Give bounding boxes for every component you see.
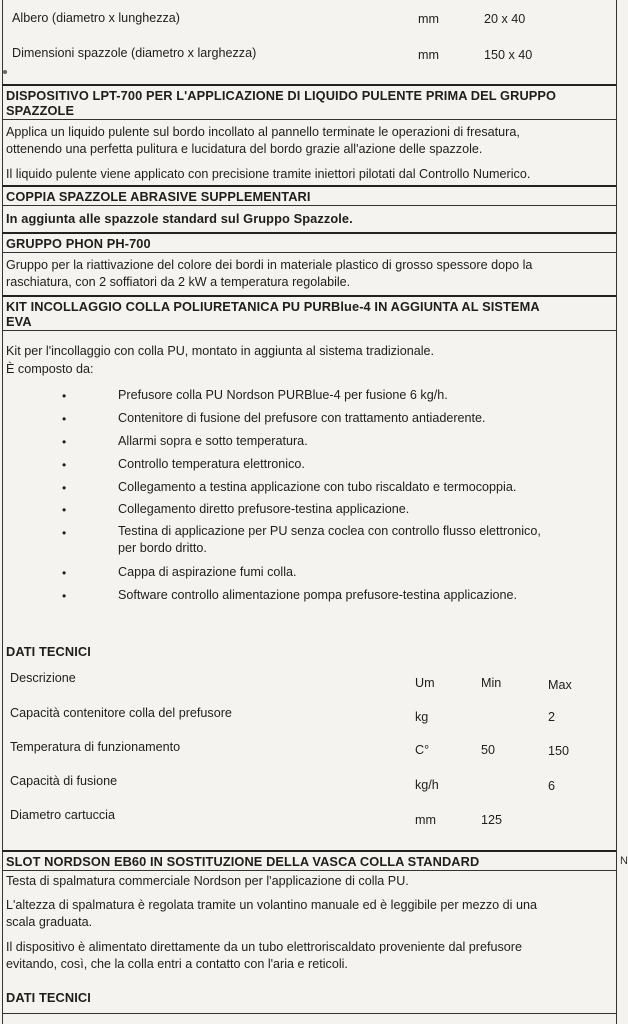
divider bbox=[2, 295, 616, 297]
divider bbox=[2, 119, 616, 120]
divider bbox=[2, 1013, 616, 1014]
table-cell-min: 50 bbox=[481, 743, 496, 757]
spec-unit-spazzole: mm bbox=[418, 48, 439, 62]
spec-unit-albero: mm bbox=[418, 12, 439, 26]
table-cell-um: mm bbox=[415, 813, 436, 827]
divider bbox=[2, 850, 616, 852]
spec-label-albero: Albero (diametro x lunghezza) bbox=[12, 11, 180, 25]
table-cell-min: 125 bbox=[481, 813, 503, 827]
spec-value-albero: 20 x 40 bbox=[484, 12, 526, 26]
table-cell-descr: Diametro cartuccia bbox=[10, 808, 115, 822]
section-title-spazzole: COPPIA SPAZZOLE ABRASIVE SUPPLEMENTARI bbox=[6, 189, 311, 204]
divider bbox=[2, 232, 616, 234]
list-item: Allarmi sopra e sotto temperatura. bbox=[118, 434, 308, 448]
bullet-icon: • bbox=[62, 589, 67, 603]
bullet-icon: • bbox=[62, 566, 67, 580]
section-title-lpt700-cont: SPAZZOLE bbox=[6, 103, 75, 118]
slot-text: L'altezza di spalmatura è regolata tramite un volantino manuale ed è leggibile per mezzo di una bbox=[6, 898, 537, 912]
list-item: Software controllo alimentazione pompa prefusore-testina applicazione. bbox=[118, 588, 518, 602]
list-item: Contenitore di fusione del prefusore con trattamento antiaderente. bbox=[118, 411, 486, 425]
list-item: Collegamento diretto prefusore-testina applicazione. bbox=[118, 502, 410, 516]
table-header-descrizione: Descrizione bbox=[10, 671, 76, 685]
list-item: Cappa di aspirazione fumi colla. bbox=[118, 565, 297, 579]
lpt700-text: Applica un liquido pulente sul bordo incollato al pannello terminate le operazioni di fresatura, bbox=[6, 125, 520, 139]
list-item-continuation: per bordo dritto. bbox=[118, 541, 207, 555]
bullet-icon: • bbox=[62, 458, 67, 472]
divider bbox=[2, 84, 616, 86]
slot-text: Testa di spalmatura commerciale Nordson per l'applicazione di colla PU. bbox=[6, 874, 409, 888]
table-cell-max: 6 bbox=[548, 779, 556, 793]
slot-text: scala graduata. bbox=[6, 915, 93, 929]
table-cell-max: 150 bbox=[548, 744, 570, 758]
spec-label-spazzole: Dimensioni spazzole (diametro x larghezza) bbox=[12, 46, 257, 60]
table-cell-max: 2 bbox=[548, 710, 556, 724]
table-cell-descr: Capacità contenitore colla del prefusore bbox=[10, 706, 232, 720]
bullet-icon: • bbox=[62, 481, 67, 495]
bullet-icon: • bbox=[62, 389, 67, 403]
list-item: Collegamento a testina applicazione con tubo riscaldato e termocoppia. bbox=[118, 480, 517, 494]
table-header-max: Max bbox=[548, 678, 572, 692]
kit-pu-composto: È composto da: bbox=[6, 362, 94, 376]
section-title-kit-pu: KIT INCOLLAGGIO COLLA POLIURETANICA PU PURBlue-4 IN AGGIUNTA AL SISTEMA bbox=[6, 299, 540, 314]
kit-pu-intro: Kit per l'incollaggio con colla PU, montato in aggiunta al sistema tradizionale. bbox=[6, 344, 435, 358]
bullet-icon: • bbox=[62, 526, 67, 540]
spazzole-text: In aggiunta alle spazzole standard sul Gruppo Spazzole. bbox=[6, 211, 353, 226]
cropped-letter: N bbox=[620, 855, 628, 867]
section-title-kit-pu-cont: EVA bbox=[6, 314, 32, 329]
bullet-icon: • bbox=[62, 503, 67, 517]
divider bbox=[2, 185, 616, 187]
dati-tecnici-title: DATI TECNICI bbox=[6, 990, 91, 1005]
section-title-lpt700: DISPOSITIVO LPT-700 PER L'APPLICAZIONE DI LIQUIDO PULENTE PRIMA DEL GRUPPO bbox=[6, 88, 557, 103]
scan-speck bbox=[3, 70, 7, 74]
list-item: Controllo temperatura elettronico. bbox=[118, 457, 305, 471]
table-cell-um: kg/h bbox=[415, 778, 439, 792]
table-cell-descr: Capacità di fusione bbox=[10, 774, 118, 788]
table-cell-um: kg bbox=[415, 710, 429, 724]
list-item: Testina di applicazione per PU senza coclea con controllo flusso elettronico, bbox=[118, 524, 541, 538]
phon-text: raschiatura, con 2 soffiatori da 2 kW a temperatura regolabile. bbox=[6, 275, 351, 289]
lpt700-text: Il liquido pulente viene applicato con precisione tramite iniettori pilotati dal Controllo Numerico. bbox=[6, 167, 531, 181]
table-header-um: Um bbox=[415, 676, 435, 690]
table-cell-um: C° bbox=[415, 743, 430, 757]
bullet-icon: • bbox=[62, 412, 67, 426]
divider bbox=[2, 870, 616, 871]
dati-tecnici-title: DATI TECNICI bbox=[6, 644, 91, 659]
slot-text: Il dispositivo è alimentato direttamente da un tubo elettroriscaldato proveniente dal prefusore bbox=[6, 940, 522, 954]
section-title-phon: GRUPPO PHON PH-700 bbox=[6, 236, 151, 251]
table-cell-descr: Temperatura di funzionamento bbox=[10, 740, 181, 754]
slot-text: evitando, così, che la colla entri a contatto con l'aria e reticoli. bbox=[6, 957, 348, 971]
divider bbox=[2, 205, 616, 206]
bullet-icon: • bbox=[62, 435, 67, 449]
section-title-slot: SLOT NORDSON EB60 IN SOSTITUZIONE DELLA VASCA COLLA STANDARD bbox=[6, 854, 480, 869]
lpt700-text: ottenendo una perfetta pulitura e lucidatura del bordo grazie all'azione delle spazzole. bbox=[6, 142, 483, 156]
phon-text: Gruppo per la riattivazione del colore dei bordi in materiale plastico di grosso spessore dopo la bbox=[6, 258, 533, 272]
right-border bbox=[616, 0, 617, 1024]
spec-value-spazzole: 150 x 40 bbox=[484, 48, 533, 62]
list-item: Prefusore colla PU Nordson PURBlue-4 per fusione 6 kg/h. bbox=[118, 388, 448, 402]
divider bbox=[2, 330, 616, 331]
divider bbox=[2, 252, 616, 253]
table-header-min: Min bbox=[481, 676, 502, 690]
